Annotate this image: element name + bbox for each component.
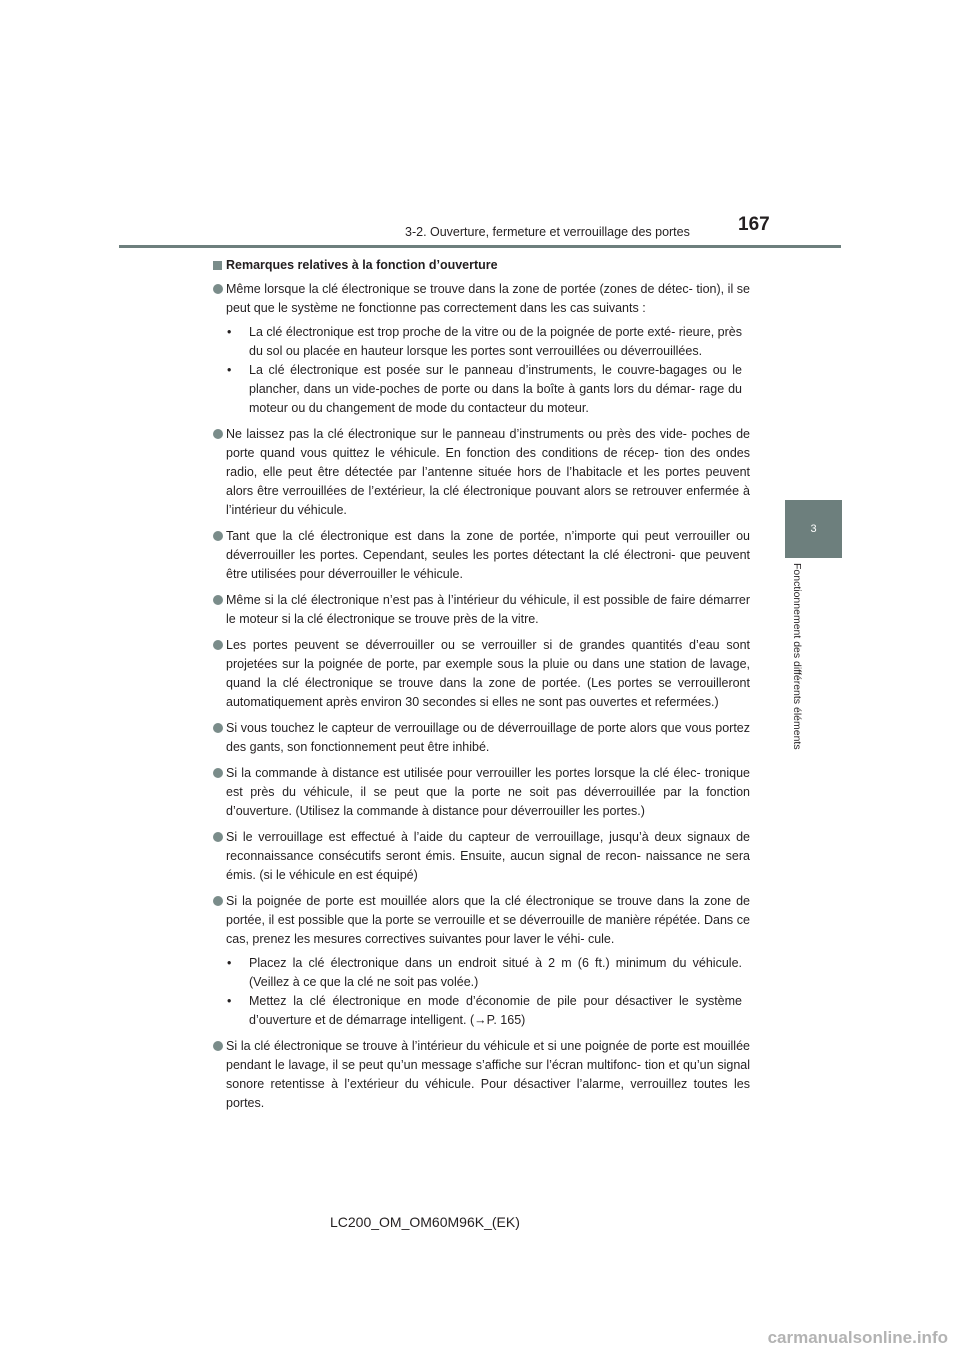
- bullet-text: Si la commande à distance est utilisée pour verrouiller les portes lorsque la clé élec- tronique est près du véhicule, il se peut que la porte ne soit pas déverrouillée par la fonction d’ouverture. (Utilisez la commande à distance pour déverrouiller les portes.): [226, 766, 750, 818]
- round-bullet-icon: [213, 832, 223, 842]
- section-title-text: Remarques relatives à la fonction d’ouverture: [226, 258, 498, 272]
- page-number: 167: [738, 214, 770, 235]
- round-bullet-icon: [213, 723, 223, 733]
- sub-list-text: La clé électronique est trop proche de la vitre ou de la poignée de porte exté- rieure, près du sol ou placée en hauteur lorsque les portes sont verrouillées ou déverrouillées.: [249, 325, 742, 358]
- round-bullet-icon: [213, 1041, 223, 1051]
- round-bullet-icon: [213, 768, 223, 778]
- sub-list-item: [226, 323, 742, 361]
- chapter-number: 3: [810, 523, 817, 535]
- chapter-tab: [785, 500, 842, 558]
- round-bullet-icon: [213, 429, 223, 439]
- sub-list-text: La clé électronique est posée sur le panneau d’instruments, le couvre-bagages ou le plancher, dans un vide-poches de porte ou dans la boîte à gants lors du démar- rage du moteur ou du changement de mode du contacteur du moteur.: [249, 363, 742, 415]
- bullet-text: Tant que la clé électronique est dans la zone de portée, n’importe qui peut verrouiller ou déverrouiller les portes. Cependant, seules les portes détectant la clé électroni- que peuvent être utilisées pour déverrouiller le véhicule.: [226, 529, 750, 581]
- bullet-item: [213, 527, 750, 584]
- bullet-item: [213, 764, 750, 821]
- round-bullet-icon: [213, 640, 223, 650]
- sub-list-item: [226, 361, 742, 418]
- bullet-text: Si la clé électronique se trouve à l’intérieur du véhicule et si une poignée de porte est mouillée pendant le lavage, il se peut qu’un message s’affiche sur l’écran multifonc- tion et qu’un signal sonore retentisse à l’extérieur du véhicule. Pour désactiver l’alarme, verrouillez toutes les portes.: [226, 1039, 750, 1110]
- bullet-item: [213, 719, 750, 757]
- bullet-text: Si le verrouillage est effectué à l’aide du capteur de verrouillage, jusqu’à deux signaux de reconnaissance consécutifs seront émis. Ensuite, aucun signal de recon- naissance ne sera émis. (si le véhicule en est équipé): [226, 830, 750, 882]
- watermark: carmanualsonline.info: [767, 1328, 948, 1347]
- bullet-item: [213, 636, 750, 712]
- bullet-item: [213, 892, 750, 1030]
- round-bullet-icon: [213, 896, 223, 906]
- bullet-item: [213, 828, 750, 885]
- bullet-item: [213, 591, 750, 629]
- document-code: LC200_OM_OM60M96K_(EK): [330, 1214, 520, 1230]
- bullet-text: Les portes peuvent se déverrouiller ou se verrouiller si de grandes quantités d’eau sont projetées sur la poignée de porte, par exemple sous la pluie ou dans une station de lavage, quand la clé électronique se trouve dans la zone de portée. (Les portes se verrouilleront automatiquement après environ 30 secondes si elles ne sont pas ouvertes et refermées.): [226, 638, 750, 709]
- sub-bullet-marker: •: [227, 363, 232, 377]
- sub-bullet-marker: •: [227, 994, 232, 1008]
- bullet-text: Même si la clé électronique n’est pas à l’intérieur du véhicule, il est possible de faire démarrer le moteur si la clé électronique se trouve près de la vitre.: [226, 593, 750, 626]
- bullet-list: [213, 280, 750, 1113]
- bullet-text: Si la poignée de porte est mouillée alors que la clé électronique se trouve dans la zone de portée, il est possible que la porte se verrouille et se déverrouille de manière répétée. Dans ce cas, prenez les mesures correctives suivantes pour laver le véhi- cule.: [226, 894, 750, 946]
- sub-bullet-marker: •: [227, 325, 232, 339]
- sub-list-text: Placez la clé électronique dans un endroit situé à 2 m (6 ft.) minimum du véhicule. (Veillez à ce que la clé ne soit pas volée.): [249, 956, 742, 989]
- round-bullet-icon: [213, 284, 223, 294]
- sub-list: [226, 954, 750, 1030]
- bullet-text: Même lorsque la clé électronique se trouve dans la zone de portée (zones de détec- tion), il se peut que le système ne fonctionne pas correctement dans les cas suivants :: [226, 282, 750, 315]
- section-heading: 3-2. Ouverture, fermeture et verrouillage des portes: [405, 225, 690, 239]
- section-title: [213, 256, 750, 275]
- round-bullet-icon: [213, 595, 223, 605]
- bullet-text: Si vous touchez le capteur de verrouillage ou de déverrouillage de porte alors que vous portez des gants, son fonctionnement peut être inhibé.: [226, 721, 750, 754]
- bullet-item: [213, 425, 750, 520]
- square-bullet-icon: [213, 261, 222, 270]
- round-bullet-icon: [213, 531, 223, 541]
- sub-list-item: [226, 992, 742, 1030]
- header-divider: [119, 245, 841, 248]
- sub-list-item: [226, 954, 742, 992]
- bullet-item: [213, 280, 750, 418]
- chapter-label: Fonctionnement des différents éléments: [791, 563, 803, 750]
- sub-list: [226, 323, 750, 418]
- bullet-text: Ne laissez pas la clé électronique sur le panneau d’instruments ou près des vide- poches de porte quand vous quittez le véhicule. En fonction des conditions de récep- tion des ondes radio, elle peut être détectée par l’antenne située hors de l’habitacle et les portes peuvent alors être verrouillées de l’extérieur, la clé électronique pouvant alors se retrouver enfermée à l’intérieur du véhicule.: [226, 427, 750, 517]
- sub-list-text: Mettez la clé électronique en mode d’économie de pile pour désactiver le système d’ouverture et de démarrage intelligent. (→P. 165): [249, 994, 742, 1027]
- bullet-item: [213, 1037, 750, 1113]
- sub-bullet-marker: •: [227, 956, 232, 970]
- page-content: [213, 256, 750, 1120]
